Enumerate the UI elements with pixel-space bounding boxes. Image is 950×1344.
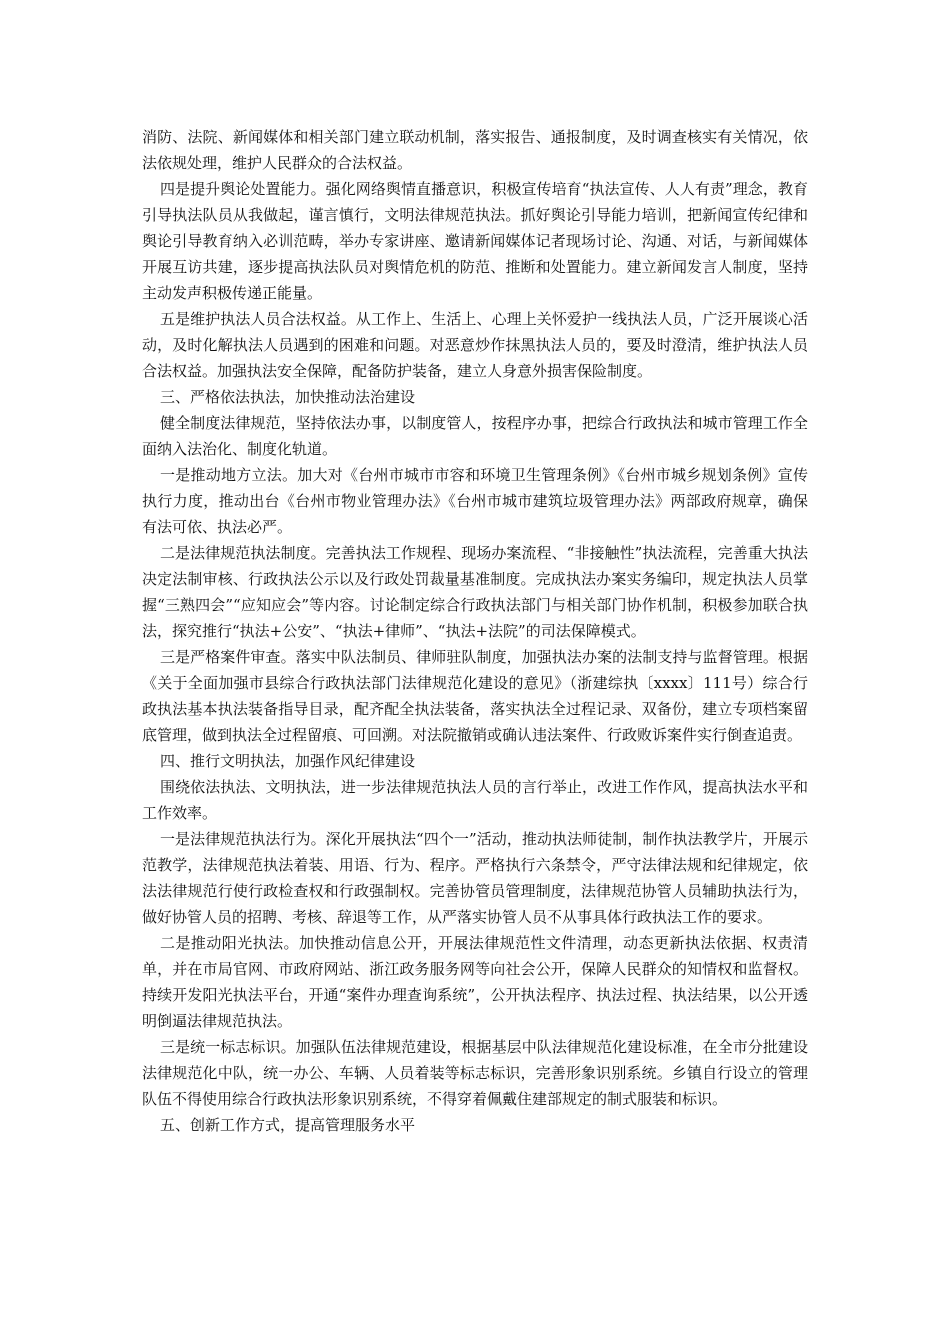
paragraph-continuation: 消防、法院、新闻媒体和相关部门建立联动机制，落实报告、通报制度，及时调查核实有关情况，依法依规处理，维护人民群众的合法权益。 xyxy=(142,128,808,172)
section-heading-4: 四、推行文明执法，加强作风纪律建设 xyxy=(160,752,416,770)
document-body xyxy=(142,124,808,1138)
section-heading-3: 三、严格依法执法，加快推动法治建设 xyxy=(160,388,416,406)
paragraph-section-4-intro: 围绕依法执法、文明执法，进一步法律规范执法人员的言行举止，改进工作作风，提高执法水平和工作效率。 xyxy=(142,778,808,822)
paragraph-rights-protection: 五是维护执法人员合法权益。从工作上、生活上、心理上关怀爱护一线执法人员，广泛开展谈心活动，及时化解执法人员遇到的困难和问题。对恶意炒作抹黑执法人员的，要及时澄清，维护执法人员合法权益。加强执法安全保障，配备防护装备，建立人身意外损害保险制度。 xyxy=(142,310,808,380)
paragraph-case-review: 三是严格案件审查。落实中队法制员、律师驻队制度，加强执法办案的法制支持与监督管理。根据《关于全面加强市县综合行政执法部门法律规范化建设的意见》（浙建综执〔xxxx〕111号）综合行政执法基本执法装备指导目录，配齐配全执法装备，落实执法全过程记录、双备份，建立专项档案留底管理，做到执法全过程留痕、可回溯。对法院撤销或确认违法案件、行政败诉案件实行倒查追责。 xyxy=(142,648,808,744)
section-heading-5: 五、创新工作方式，提高管理服务水平 xyxy=(160,1116,416,1134)
paragraph-section-3-intro: 健全制度法律规范，坚持依法办事，以制度管人，按程序办事，把综合行政执法和城市管理工作全面纳入法治化、制度化轨道。 xyxy=(142,414,808,458)
paragraph-enforcement-behavior: 一是法律规范执法行为。深化开展执法“四个一”活动，推动执法师徒制，制作执法教学片，开展示范教学，法律规范执法着装、用语、行为、程序。严格执行六条禁令，严守法律法规和纪律规定，依法法律规范行使行政检查权和行政强制权。完善协管员管理制度，法律规范协管人员辅助执法行为，做好协管人员的招聘、考核、辞退等工作，从严落实协管人员不从事具体行政执法工作的要求。 xyxy=(142,830,808,926)
paragraph-sunshine-enforcement: 二是推动阳光执法。加快推动信息公开，开展法律规范性文件清理，动态更新执法依据、权责清单，并在市局官网、市政府网站、浙江政务服务网等向社会公开，保障人民群众的知情权和监督权。持续开发阳光执法平台，开通“案件办理查询系统”，公开执法程序、执法过程、执法结果，以公开透明倒逼法律规范执法。 xyxy=(142,934,808,1030)
paragraph-local-legislation: 一是推动地方立法。加大对《台州市城市市容和环境卫生管理条例》《台州市城乡规划条例》宣传执行力度，推动出台《台州市物业管理办法》《台州市城市建筑垃圾管理办法》两部政府规章，确保有法可依、执法必严。 xyxy=(142,466,808,536)
paragraph-enforcement-system: 二是法律规范执法制度。完善执法工作规程、现场办案流程、“非接触性”执法流程，完善重大执法决定法制审核、行政执法公示以及行政处罚裁量基准制度。完成执法办案实务编印，规定执法人员掌握“三熟四会”“应知应会”等内容。讨论制定综合行政执法部门与相关部门协作机制，积极参加联合执法，探究推行“执法+公安”、“执法+律师”、“执法+法院”的司法保障模式。 xyxy=(142,544,808,640)
paragraph-unified-identity: 三是统一标志标识。加强队伍法律规范建设，根据基层中队法律规范化建设标准，在全市分批建设法律规范化中队，统一办公、车辆、人员着装等标志标识，完善形象识别系统。乡镇自行设立的管理队伍不得使用综合行政执法形象识别系统，不得穿着佩戴住建部规定的制式服装和标识。 xyxy=(142,1038,808,1108)
paragraph-public-opinion: 四是提升舆论处置能力。强化网络舆情直播意识，积极宣传培育“执法宣传、人人有责”理念，教育引导执法队员从我做起，谨言慎行，文明法律规范执法。抓好舆论引导能力培训，把新闻宣传纪律和舆论引导教育纳入必训范畴，举办专家讲座、邀请新闻媒体记者现场讨论、沟通、对话，与新闻媒体开展互访共建，逐步提高执法队员对舆情危机的防范、推断和处置能力。建立新闻发言人制度，坚持主动发声积极传递正能量。 xyxy=(142,180,808,302)
